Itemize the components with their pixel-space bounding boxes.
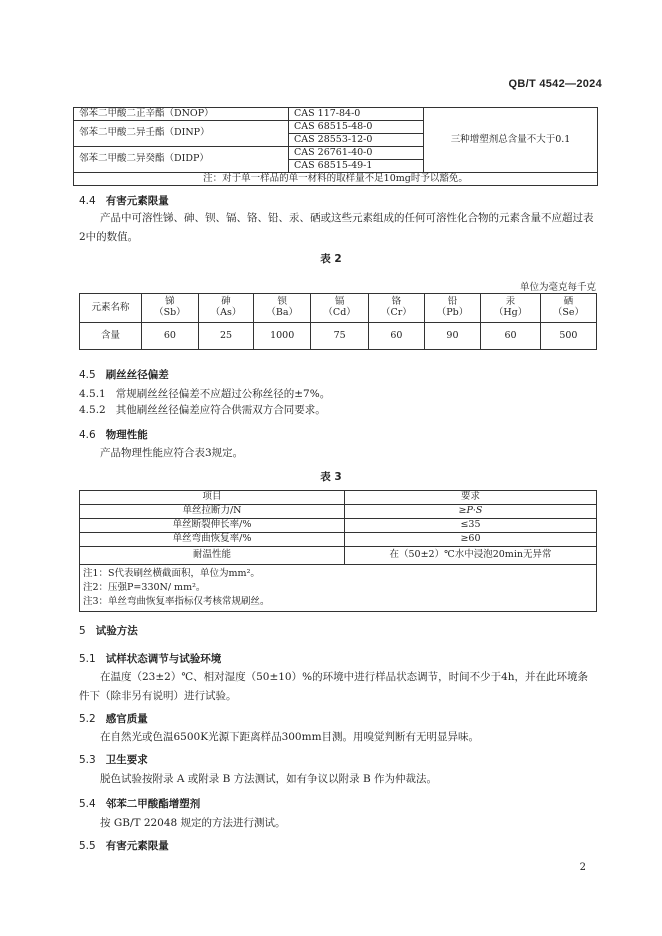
- section-number: 4.6: [79, 429, 96, 441]
- table-note: 注3：单丝弯曲恢复率指标仅考核常规刷丝。: [83, 596, 270, 607]
- table-note: 注1：S代表刷丝横截面积，单位为mm²。: [83, 568, 260, 579]
- section-5-4-heading: [79, 796, 200, 811]
- table-note: 注2：压强P=330N/ mm²。: [83, 582, 206, 593]
- cas-number: CAS 26761-40-0: [289, 147, 424, 160]
- substance-name: 邻苯二甲酸二异癸酯（DIDP）: [74, 147, 289, 173]
- header-cell: 含量: [80, 323, 142, 350]
- section-5-2-heading: [79, 711, 148, 726]
- value-cell: 60: [369, 323, 425, 350]
- requirement-cell: ≤35: [345, 519, 597, 533]
- value-cell: 90: [424, 323, 481, 350]
- section-5-1-text: 在温度（23±2）℃、相对湿度（50±10）%的环境中进行样品状态调节，时间不少于4h，并在此环境条件下（除非另有说明）进行试验。: [79, 671, 589, 702]
- section-text: 常规刷丝丝径偏差不应超过公称丝径的±7%。: [115, 388, 331, 400]
- cas-number: CAS 68515-48-0: [289, 121, 424, 134]
- table-note: 注：对于单一样品的单一材料的取样量不足10mg时予以豁免。: [74, 173, 598, 186]
- item-cell: 单丝拉断力/N: [80, 505, 345, 519]
- section-5-heading: [79, 623, 138, 638]
- table-row: [80, 505, 597, 519]
- table-row: [80, 294, 597, 323]
- limit-value: 三种增塑剂总含量不大于0.1: [424, 108, 598, 173]
- header-cell: 要求: [345, 491, 597, 505]
- section-number: 4.4: [79, 195, 96, 207]
- section-title: 邻苯二甲酸酯增塑剂: [105, 798, 201, 810]
- requirement-cell: ≥P·S: [345, 505, 597, 519]
- section-number: 5.1: [79, 653, 96, 665]
- substance-name: 邻苯二甲酸二正辛酯（DNOP）: [74, 108, 289, 121]
- section-5-4-text: 按 GB/T 22048 规定的方法进行测试。: [100, 817, 286, 829]
- cas-number: CAS 28553-12-0: [289, 134, 424, 147]
- element-cell: 硒 （Se）: [540, 294, 596, 323]
- requirement-cell: ≥60: [345, 533, 597, 547]
- element-cell: 镉 （Cd）: [311, 294, 369, 323]
- substance-name: 邻苯二甲酸二异壬酯（DINP）: [74, 121, 289, 147]
- section-number: 4.5: [79, 369, 96, 381]
- cas-number: CAS 68515-49-1: [289, 160, 424, 173]
- header-cell: 元素名称: [80, 294, 142, 323]
- section-text: 其他刷丝丝径偏差应符合供需双方合同要求。: [115, 404, 326, 416]
- item-cell: 单丝弯曲恢复率/%: [80, 533, 345, 547]
- section-title: 刷丝丝径偏差: [105, 369, 169, 381]
- value-cell: 60: [481, 323, 541, 350]
- section-4-6-text: 产品物理性能应符合表3规定。: [100, 447, 244, 459]
- table2-caption: 表 2: [320, 253, 342, 265]
- table-notes: [80, 565, 597, 612]
- value-cell: 500: [540, 323, 596, 350]
- element-cell: 铬 （Cr）: [369, 294, 425, 323]
- section-title: 有害元素限量: [105, 840, 169, 852]
- table-row: [74, 108, 598, 121]
- header-cell: 项目: [80, 491, 345, 505]
- element-cell: 锑 （Sb）: [142, 294, 199, 323]
- section-number: 5.3: [79, 754, 96, 766]
- table3-caption: 表 3: [320, 471, 342, 483]
- section-number: 5.5: [79, 840, 96, 852]
- table-note-row: [80, 565, 597, 612]
- table-row: [80, 533, 597, 547]
- section-number: 4.5.2: [79, 404, 106, 416]
- section-number: 5: [79, 625, 86, 637]
- table-note-row: [74, 173, 598, 186]
- section-5-2-text: 在自然光或色温6500K光源下距离样品300mm目测。用嗅觉判断有无明显异味。: [100, 731, 480, 743]
- table-row: [80, 323, 597, 350]
- value-cell: 75: [311, 323, 369, 350]
- section-title: 有害元素限量: [105, 195, 169, 207]
- section-number: 4.5.1: [79, 388, 106, 400]
- section-4-4-text: 产品中可溶性锑、砷、钡、镉、铬、铅、汞、硒或这些元素组成的任何可溶性化合物的元素含量不应超过表2中的数值。: [79, 212, 594, 243]
- section-title: 物理性能: [105, 429, 148, 441]
- section-title: 试验方法: [95, 625, 138, 637]
- value-cell: 1000: [254, 323, 311, 350]
- table2-unit: 单位为毫克每千克: [519, 282, 596, 293]
- section-title: 卫生要求: [105, 754, 148, 766]
- section-5-3-text: 脱色试验按附录 A 或附录 B 方法测试，如有争议以附录 B 作为仲裁法。: [100, 773, 438, 785]
- table-row: [80, 491, 597, 505]
- value-cell: 25: [198, 323, 253, 350]
- element-cell: 铅 （Pb）: [424, 294, 481, 323]
- item-cell: 单丝断裂伸长率/%: [80, 519, 345, 533]
- requirement-cell: 在（50±2）℃水中浸泡20min无异常: [345, 547, 597, 565]
- section-title: 感官质量: [105, 713, 148, 725]
- phthalate-table: [73, 107, 598, 186]
- section-number: 5.2: [79, 713, 96, 725]
- section-5-3-heading: [79, 752, 148, 767]
- standard-code: QB/T 4542—2024: [508, 78, 602, 90]
- table-row: [80, 519, 597, 533]
- element-cell: 钡 （Ba）: [254, 294, 311, 323]
- section-5-1-heading: [79, 651, 221, 666]
- section-title: 试样状态调节与试验环境: [105, 653, 222, 665]
- section-4-5-2: [79, 401, 326, 420]
- section-5-5-heading: [79, 838, 169, 853]
- element-limit-table: [79, 293, 597, 350]
- cas-number: CAS 117-84-0: [289, 108, 424, 121]
- table-row: [80, 547, 597, 565]
- section-number: 5.4: [79, 798, 96, 810]
- page-number: 2: [579, 862, 586, 873]
- item-cell: 耐温性能: [80, 547, 345, 565]
- physical-properties-table: [79, 490, 597, 612]
- section-4-4-heading: [79, 193, 169, 208]
- element-cell: 汞 （Hg）: [481, 294, 541, 323]
- element-cell: 砷 （As）: [198, 294, 253, 323]
- section-4-6-heading: [79, 427, 148, 442]
- value-cell: 60: [142, 323, 199, 350]
- section-4-5-heading: [79, 367, 169, 382]
